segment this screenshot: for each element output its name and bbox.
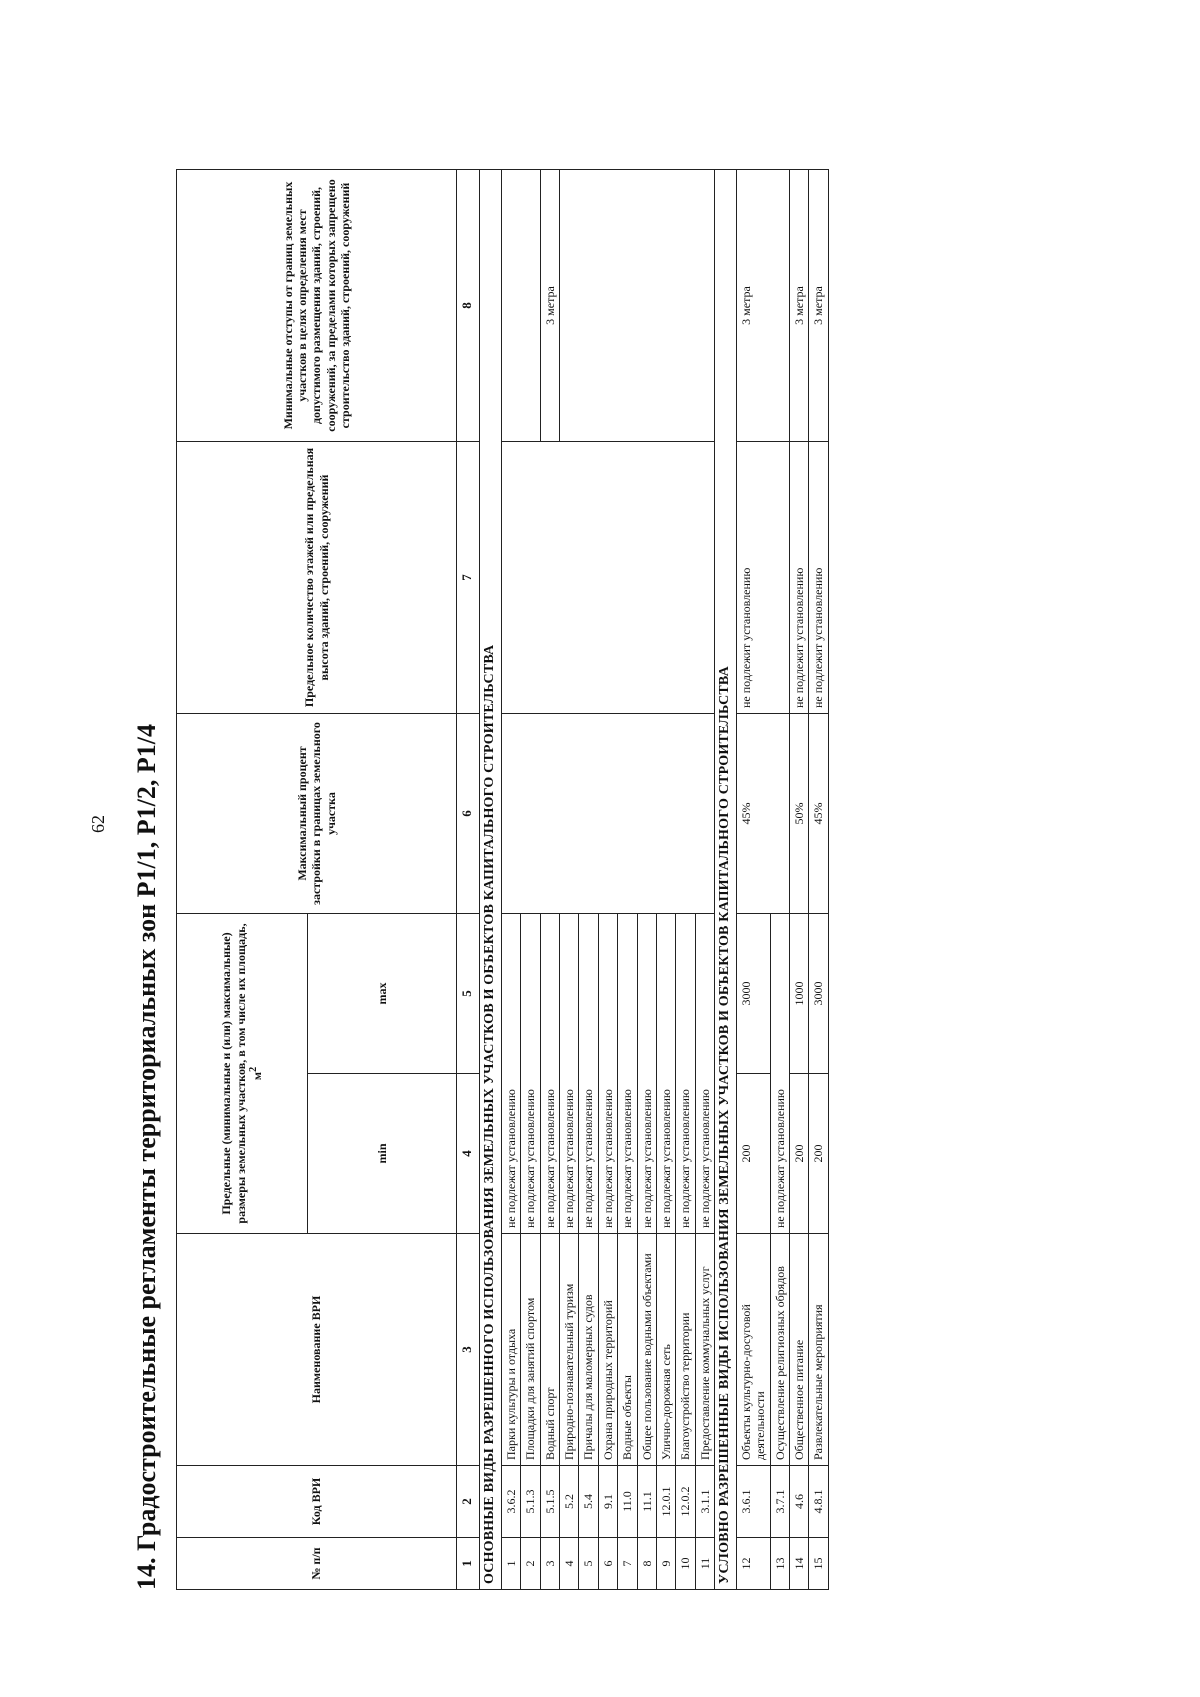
column-number: 1 xyxy=(457,1538,480,1590)
row-number: 15 xyxy=(809,1538,828,1590)
column-number: 5 xyxy=(457,913,480,1073)
area-min: 200 xyxy=(736,1074,770,1234)
table-row xyxy=(501,169,520,1589)
area-limits: не подлежат установлению xyxy=(579,913,598,1233)
vri-name: Осуществление религиозных обрядов xyxy=(770,1234,789,1466)
setback-empty xyxy=(559,169,714,441)
page-title: 14. Градостроительные регламенты территориальных зон Р1/1, Р1/2, Р1/4 xyxy=(132,724,161,1590)
area-limits: не подлежат установлению xyxy=(521,913,540,1233)
vri-code: 3.1.1 xyxy=(695,1466,714,1538)
row-number: 10 xyxy=(676,1538,695,1590)
section-heading-main: ОСНОВНЫЕ ВИДЫ РАЗРЕШЕННОГО ИСПОЛЬЗОВАНИЯ ЗЕМЕЛЬНЫХ УЧАСТКОВ И ОБЪЕКТОВ КАПИТАЛЬНОГО СТРОИТЕЛЬСТВА xyxy=(480,169,502,1589)
column-number: 6 xyxy=(457,713,480,913)
row-number: 11 xyxy=(695,1538,714,1590)
area-limits: не подлежат установлению xyxy=(637,913,656,1233)
header-area: Предельные (минимальные и (или) максимальные) размеры земельных участков, в том числе их площадь, $м^2$ xyxy=(177,913,308,1233)
vri-name: Площадки для занятий спортом xyxy=(521,1234,540,1466)
area-max: 3000 xyxy=(736,913,770,1073)
vri-name: Парки культуры и отдыха xyxy=(501,1234,520,1466)
setback-value: 3 метра xyxy=(809,169,828,441)
vri-name: Общее пользование водными объектами xyxy=(637,1234,656,1466)
row-number: 8 xyxy=(637,1538,656,1590)
table-row xyxy=(809,169,828,1589)
vri-name: Общественное питание xyxy=(790,1234,809,1466)
area-min: 200 xyxy=(809,1074,828,1234)
header-area-min: min xyxy=(308,1074,457,1234)
floors-value: не подлежит установлению xyxy=(736,441,789,713)
header-area-max: max xyxy=(308,913,457,1073)
area-limits: не подлежат установлению xyxy=(770,913,789,1233)
area-min: 200 xyxy=(790,1074,809,1234)
header-floors: Предельное количество этажей или предельная высота зданий, строений, сооружений xyxy=(177,441,457,713)
row-number: 4 xyxy=(559,1538,578,1590)
vri-code: 3.6.1 xyxy=(736,1466,770,1538)
header-code: Код ВРИ xyxy=(177,1466,457,1538)
row-number: 9 xyxy=(656,1538,675,1590)
row-number: 1 xyxy=(501,1538,520,1590)
page-number: 62 xyxy=(88,815,108,833)
vri-code: 12.0.2 xyxy=(676,1466,695,1538)
area-max: 3000 xyxy=(809,913,828,1073)
column-number: 4 xyxy=(457,1074,480,1234)
header-setback: Минимальные отступы от границ земельных участков в целях определения мест допустимого размещения зданий, строений, сооружений, за пределами которых запрещено строительство зданий, строений, сооружений xyxy=(177,169,457,441)
setback-value: 3 метра xyxy=(736,169,789,441)
area-limits: не подлежат установлению xyxy=(540,913,559,1233)
percent-value: 50% xyxy=(790,713,809,913)
row-number: 6 xyxy=(598,1538,617,1590)
column-number: 7 xyxy=(457,441,480,713)
vri-name: Природно-познавательный туризм xyxy=(559,1234,578,1466)
vri-name: Улично-дорожная сеть xyxy=(656,1234,675,1466)
floors-value: не подлежит установлению xyxy=(809,441,828,713)
area-limits: не подлежат установлению xyxy=(559,913,578,1233)
area-limits: не подлежат установлению xyxy=(695,913,714,1233)
vri-name: Водные объекты xyxy=(618,1234,637,1466)
vri-code: 4.8.1 xyxy=(809,1466,828,1538)
column-number-row xyxy=(457,169,480,1589)
vri-name: Объекты культурно-досуговой деятельности xyxy=(736,1234,770,1466)
area-limits: не подлежат установлению xyxy=(618,913,637,1233)
vri-name: Предоставление коммунальных услуг xyxy=(695,1234,714,1466)
header-percent: Максимальный процент застройки в границах земельного участка xyxy=(177,713,457,913)
row-number: 14 xyxy=(790,1538,809,1590)
vri-name: Развлекательные мероприятия xyxy=(809,1234,828,1466)
header-name: Наименование ВРИ xyxy=(177,1234,457,1466)
row-number: 5 xyxy=(579,1538,598,1590)
setback-value: 3 метра xyxy=(540,169,559,441)
row-number: 7 xyxy=(618,1538,637,1590)
header-number: № п/п xyxy=(177,1538,457,1590)
table-row xyxy=(736,169,770,1589)
column-number: 8 xyxy=(457,169,480,441)
column-number: 3 xyxy=(457,1234,480,1466)
floors-value: не подлежит установлению xyxy=(790,441,809,713)
area-limits: не подлежат установлению xyxy=(656,913,675,1233)
row-number: 3 xyxy=(540,1538,559,1590)
section-heading-conditional: УСЛОВНО РАЗРЕШЕННЫЕ ВИДЫ ИСПОЛЬЗОВАНИЯ ЗЕМЕЛЬНЫХ УЧАСТКОВ И ОБЪЕКТОВ КАПИТАЛЬНОГО СТРОИТЕЛЬСТВА xyxy=(715,169,737,1589)
vri-code: 11.1 xyxy=(637,1466,656,1538)
area-limits: не подлежат установлению xyxy=(676,913,695,1233)
percent-empty xyxy=(501,713,714,913)
vri-code: 9.1 xyxy=(598,1466,617,1538)
percent-value: 45% xyxy=(809,713,828,913)
vri-code: 5.1.5 xyxy=(540,1466,559,1538)
row-number: 2 xyxy=(521,1538,540,1590)
setback-value: 3 метра xyxy=(790,169,809,441)
vri-code: 5.4 xyxy=(579,1466,598,1538)
floors-empty xyxy=(501,441,714,713)
vri-code: 3.6.2 xyxy=(501,1466,520,1538)
vri-name: Водный спорт xyxy=(540,1234,559,1466)
vri-name: Причалы для маломерных судов xyxy=(579,1234,598,1466)
setback-empty xyxy=(501,169,540,441)
row-number: 13 xyxy=(770,1538,789,1590)
row-number: 12 xyxy=(736,1538,770,1590)
percent-value: 45% xyxy=(736,713,789,913)
vri-name: Охрана природных территорий xyxy=(598,1234,617,1466)
vri-code: 5.2 xyxy=(559,1466,578,1538)
vri-name: Благоустройство территории xyxy=(676,1234,695,1466)
vri-code: 12.0.1 xyxy=(656,1466,675,1538)
vri-code: 4.6 xyxy=(790,1466,809,1538)
rotated-page-content xyxy=(132,170,829,1590)
regulations-table xyxy=(176,169,829,1590)
area-limits: не подлежат установлению xyxy=(598,913,617,1233)
area-max: 1000 xyxy=(790,913,809,1073)
area-limits: не подлежат установлению xyxy=(501,913,520,1233)
table-row xyxy=(790,169,809,1589)
vri-code: 11.0 xyxy=(618,1466,637,1538)
column-number: 2 xyxy=(457,1466,480,1538)
vri-code: 3.7.1 xyxy=(770,1466,789,1538)
vri-code: 5.1.3 xyxy=(521,1466,540,1538)
